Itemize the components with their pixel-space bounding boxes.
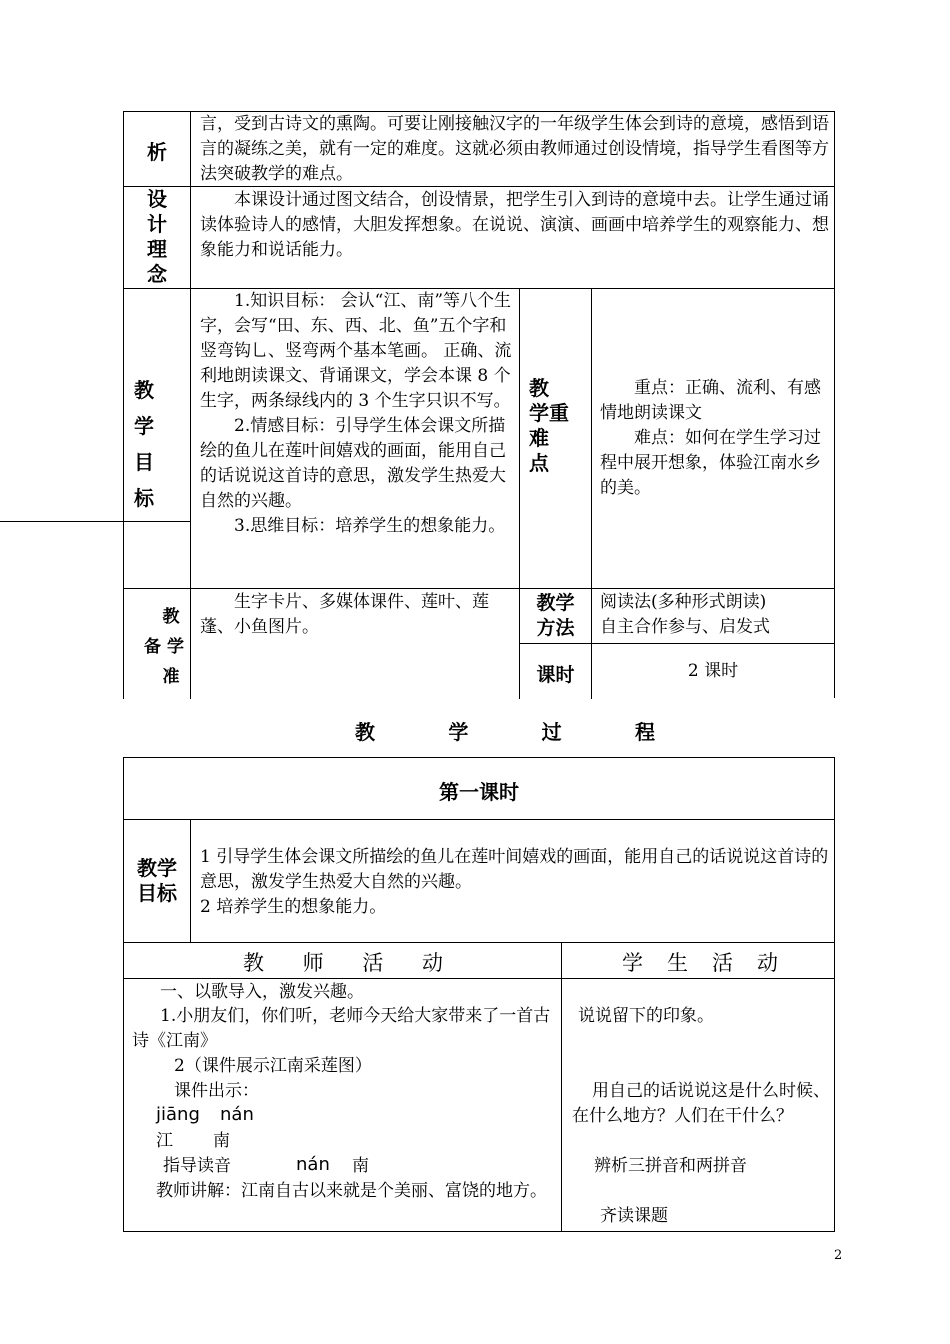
col-right-border-lower [834,588,835,698]
pinyin-jiang: jiāng [156,1104,200,1125]
stray-line [0,521,191,522]
hanzi-nan: 南 [213,1131,230,1151]
method-label: 教学 方法 [536,592,575,639]
lesson-table-bottom [123,1231,835,1232]
student-s2: 用自己的话说说这是什么时候、在什么地方？人们在干什么？ [572,1081,830,1126]
teacher-l2: 1.小朋友们，你们听，老师今天给大家带来了一首古诗《江南》 [132,1006,551,1051]
lesson-left-border [123,757,124,1232]
hours-value: 2 课时 [687,661,739,681]
lesson-right-border [834,757,835,1232]
analysis-text: 言，受到古诗文的熏陶。可要让刚接触汉字的一年级学生体会到诗的意境，感悟到语言的凝练之美，就有一定的难度。这就必须由教师通过创设情境，指导学生看图等方法突破教学的难点。 [200,114,829,184]
pinyin-nan: nán [220,1104,254,1125]
teacher-l3: 2（课件展示江南采莲图） [174,1056,372,1076]
goals-label: 教 学 目 标 [134,378,154,510]
col-mid-divider-2 [591,288,592,699]
teacher-l5: 教师讲解：江南自古以来就是个美丽、富饶的地方。 [156,1181,547,1201]
page-number: 2 [834,1248,843,1263]
teacher-l1: 一、以歌导入，激发兴趣。 [160,982,364,1002]
prep-label: 教 备 学 准 [144,607,184,687]
teacher-l4: 课件出示： [174,1081,259,1101]
lesson-table-top [123,757,835,758]
student-activity-header: 学 生 活 动 [622,951,778,975]
guide-hanzi: 南 [352,1156,369,1176]
goal-thinking: 3.思维目标：培养学生的想象能力。 [234,516,506,536]
lesson-goal-divider [123,942,835,943]
goal-emotion: 2.情感目标：引导学生体会课文所描绘的鱼儿在莲叶间嬉戏的画面，能用自己的话说说这首诗的意思，激发学生热爱大自然的兴趣。 [200,416,506,511]
method-content: 阅读法(多种形式朗读) 自主合作参与、启发式 [600,592,770,637]
row-divider-3 [123,588,835,589]
keypoints-label: 教 学重 难 点 [529,376,569,475]
hours-label: 课时 [536,664,575,686]
design-label: 设 计 理 念 [147,187,167,286]
lesson-goal-label: 教学 目标 [137,856,177,905]
keypoint-nandian: 难点：如何在学生学习过程中展开想象，体验江南水乡的美。 [600,428,821,498]
guide-pinyin: nán [296,1154,330,1175]
design-text: 本课设计通过图文结合，创设情景，把学生引入到诗的意境中去。让学生通过诵读体验诗人的感情，大胆发挥想象。在说说、演演、画画中培养学生的观察能力、想象能力和说话能力。 [200,190,829,260]
goals-content [200,289,514,539]
col-right-border [834,111,835,588]
goal-knowledge: 1.知识目标： 会认“江、南”等八个生字，会写“田、东、西、北、鱼”五个字和竖弯钩乚、竖弯两个基本笔画。 正确、流利地朗读课文、背诵课文，学会本课 8 个生字，两条绿线内的 3 个生字只识不写。 [200,291,512,411]
prep-text: 生字卡片、多媒体课件、莲叶、莲蓬、小鱼图片。 [200,592,489,637]
student-s3: 辨析三拼音和两拼音 [594,1156,747,1176]
lesson-goals [200,845,830,920]
hanzi-jiang: 江 [156,1131,173,1151]
activity-column-divider [561,942,562,1232]
lesson-goal-2: 2 培养学生的想象能力。 [200,897,387,917]
activity-header-divider [123,978,835,979]
student-s1: 说说留下的印象。 [578,1006,714,1026]
keypoint-zhongdian: 重点：正确、流利、有感情地朗读课文 [600,378,821,423]
lesson-goal-1: 1 引导学生体会课文所描绘的鱼儿在莲叶间嬉戏的画面，能用自己的话说说这首诗的意思，激发学生热爱大自然的兴趣。 [200,847,829,892]
student-s4: 齐读课题 [600,1206,668,1226]
lesson-title-divider [123,819,835,820]
lesson-goal-label-divider [190,819,191,942]
lesson-title: 第一课时 [439,780,519,804]
row-divider-hours [520,643,835,644]
analysis-label: 析 [147,140,167,164]
col-label-divider [190,111,191,699]
process-title: 教 学 过 程 [355,720,655,744]
teacher-activity-header: 教 师 活 动 [243,951,443,975]
guide-label: 指导读音 [163,1156,231,1176]
keypoints-content [600,376,830,501]
